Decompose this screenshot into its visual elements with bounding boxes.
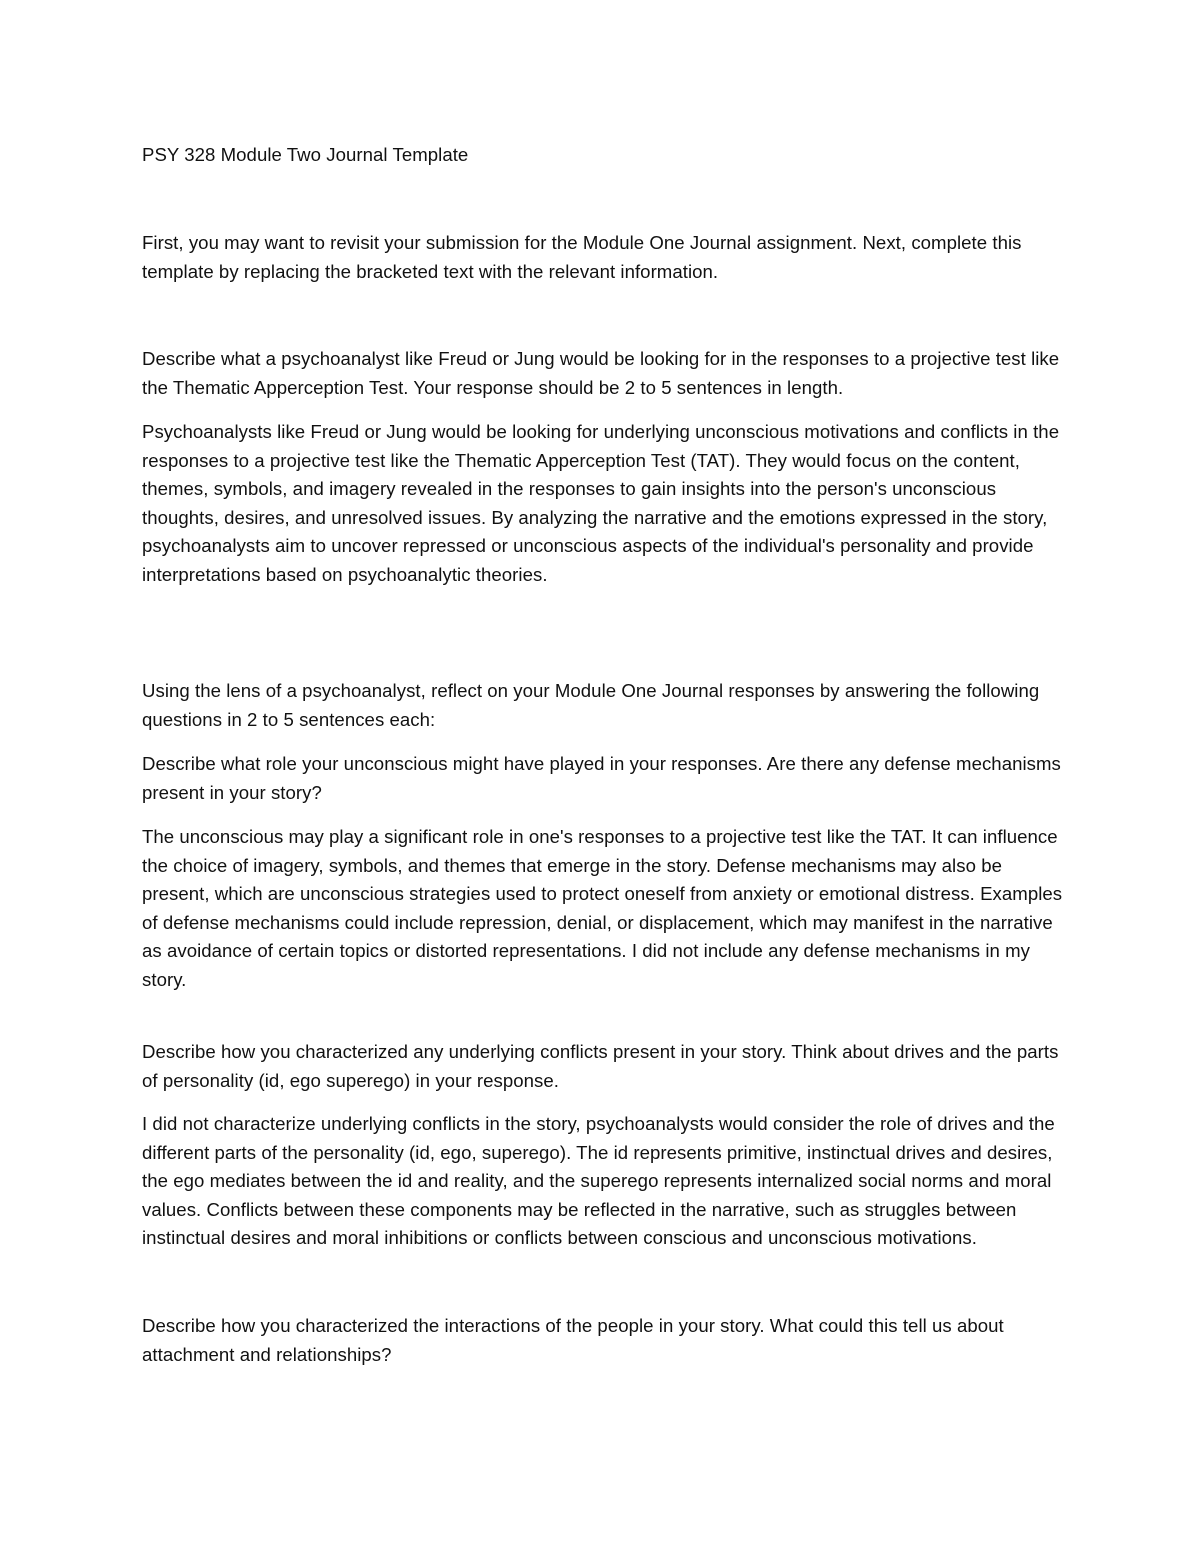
question-2: Describe what role your unconscious might have played in your responses. Are there any defense mechanisms present in your story? xyxy=(142,753,1061,803)
answer-3: I did not characterize underlying conflicts in the story, psychoanalysts would consider the role of drives and the different parts of the personality (id, ego, superego). The id represents primitive, instinctual drives and desires, the ego mediates between the id and reality, and the superego represents internalized social norms and moral values. Conflicts between these components may be reflected in the narrative, such as struggles between instinctual desires and moral inhibitions or conflicts between conscious and unconscious motivations. xyxy=(142,1113,1055,1249)
intro-paragraph: First, you may want to revisit your submission for the Module One Journal assignment. Next, complete this template by replacing the bracketed text with the relevant information. xyxy=(142,232,1022,282)
document-title: PSY 328 Module Two Journal Template xyxy=(142,144,469,165)
question-3: Describe how you characterized any underlying conflicts present in your story. Think about drives and the parts of personality (id, ego superego) in your response. xyxy=(142,1041,1059,1091)
lens-instruction: Using the lens of a psychoanalyst, reflect on your Module One Journal responses by answering the following questions in 2 to 5 sentences each: xyxy=(142,680,1040,730)
question-1: Describe what a psychoanalyst like Freud or Jung would be looking for in the responses to a projective test like the Thematic Apperception Test. Your response should be 2 to 5 sentences in length. xyxy=(142,348,1060,398)
answer-1: Psychoanalysts like Freud or Jung would be looking for underlying unconscious motivations and conflicts in the responses to a projective test like the Thematic Apperception Test (TAT). They would focus on the content, themes, symbols, and imagery revealed in the responses to gain insights into the person's unconscious thoughts, desires, and unresolved issues. By analyzing the narrative and the emotions expressed in the story, psychoanalysts aim to uncover repressed or unconscious aspects of the individual's personality and provide interpretations based on psychoanalytic theories. xyxy=(142,421,1060,585)
question-4: Describe how you characterized the interactions of the people in your story. What could this tell us about attachment and relationships? xyxy=(142,1315,1004,1365)
answer-2: The unconscious may play a significant role in one's responses to a projective test like the TAT. It can influence the choice of imagery, symbols, and themes that emerge in the story. Defense mechanisms may also be present, which are unconscious strategies used to protect oneself from anxiety or emotional distress. Examples of defense mechanisms could include repression, denial, or displacement, which may manifest in the narrative as avoidance of certain topics or distorted representations. I did not include any defense mechanisms in my story. xyxy=(142,826,1063,990)
